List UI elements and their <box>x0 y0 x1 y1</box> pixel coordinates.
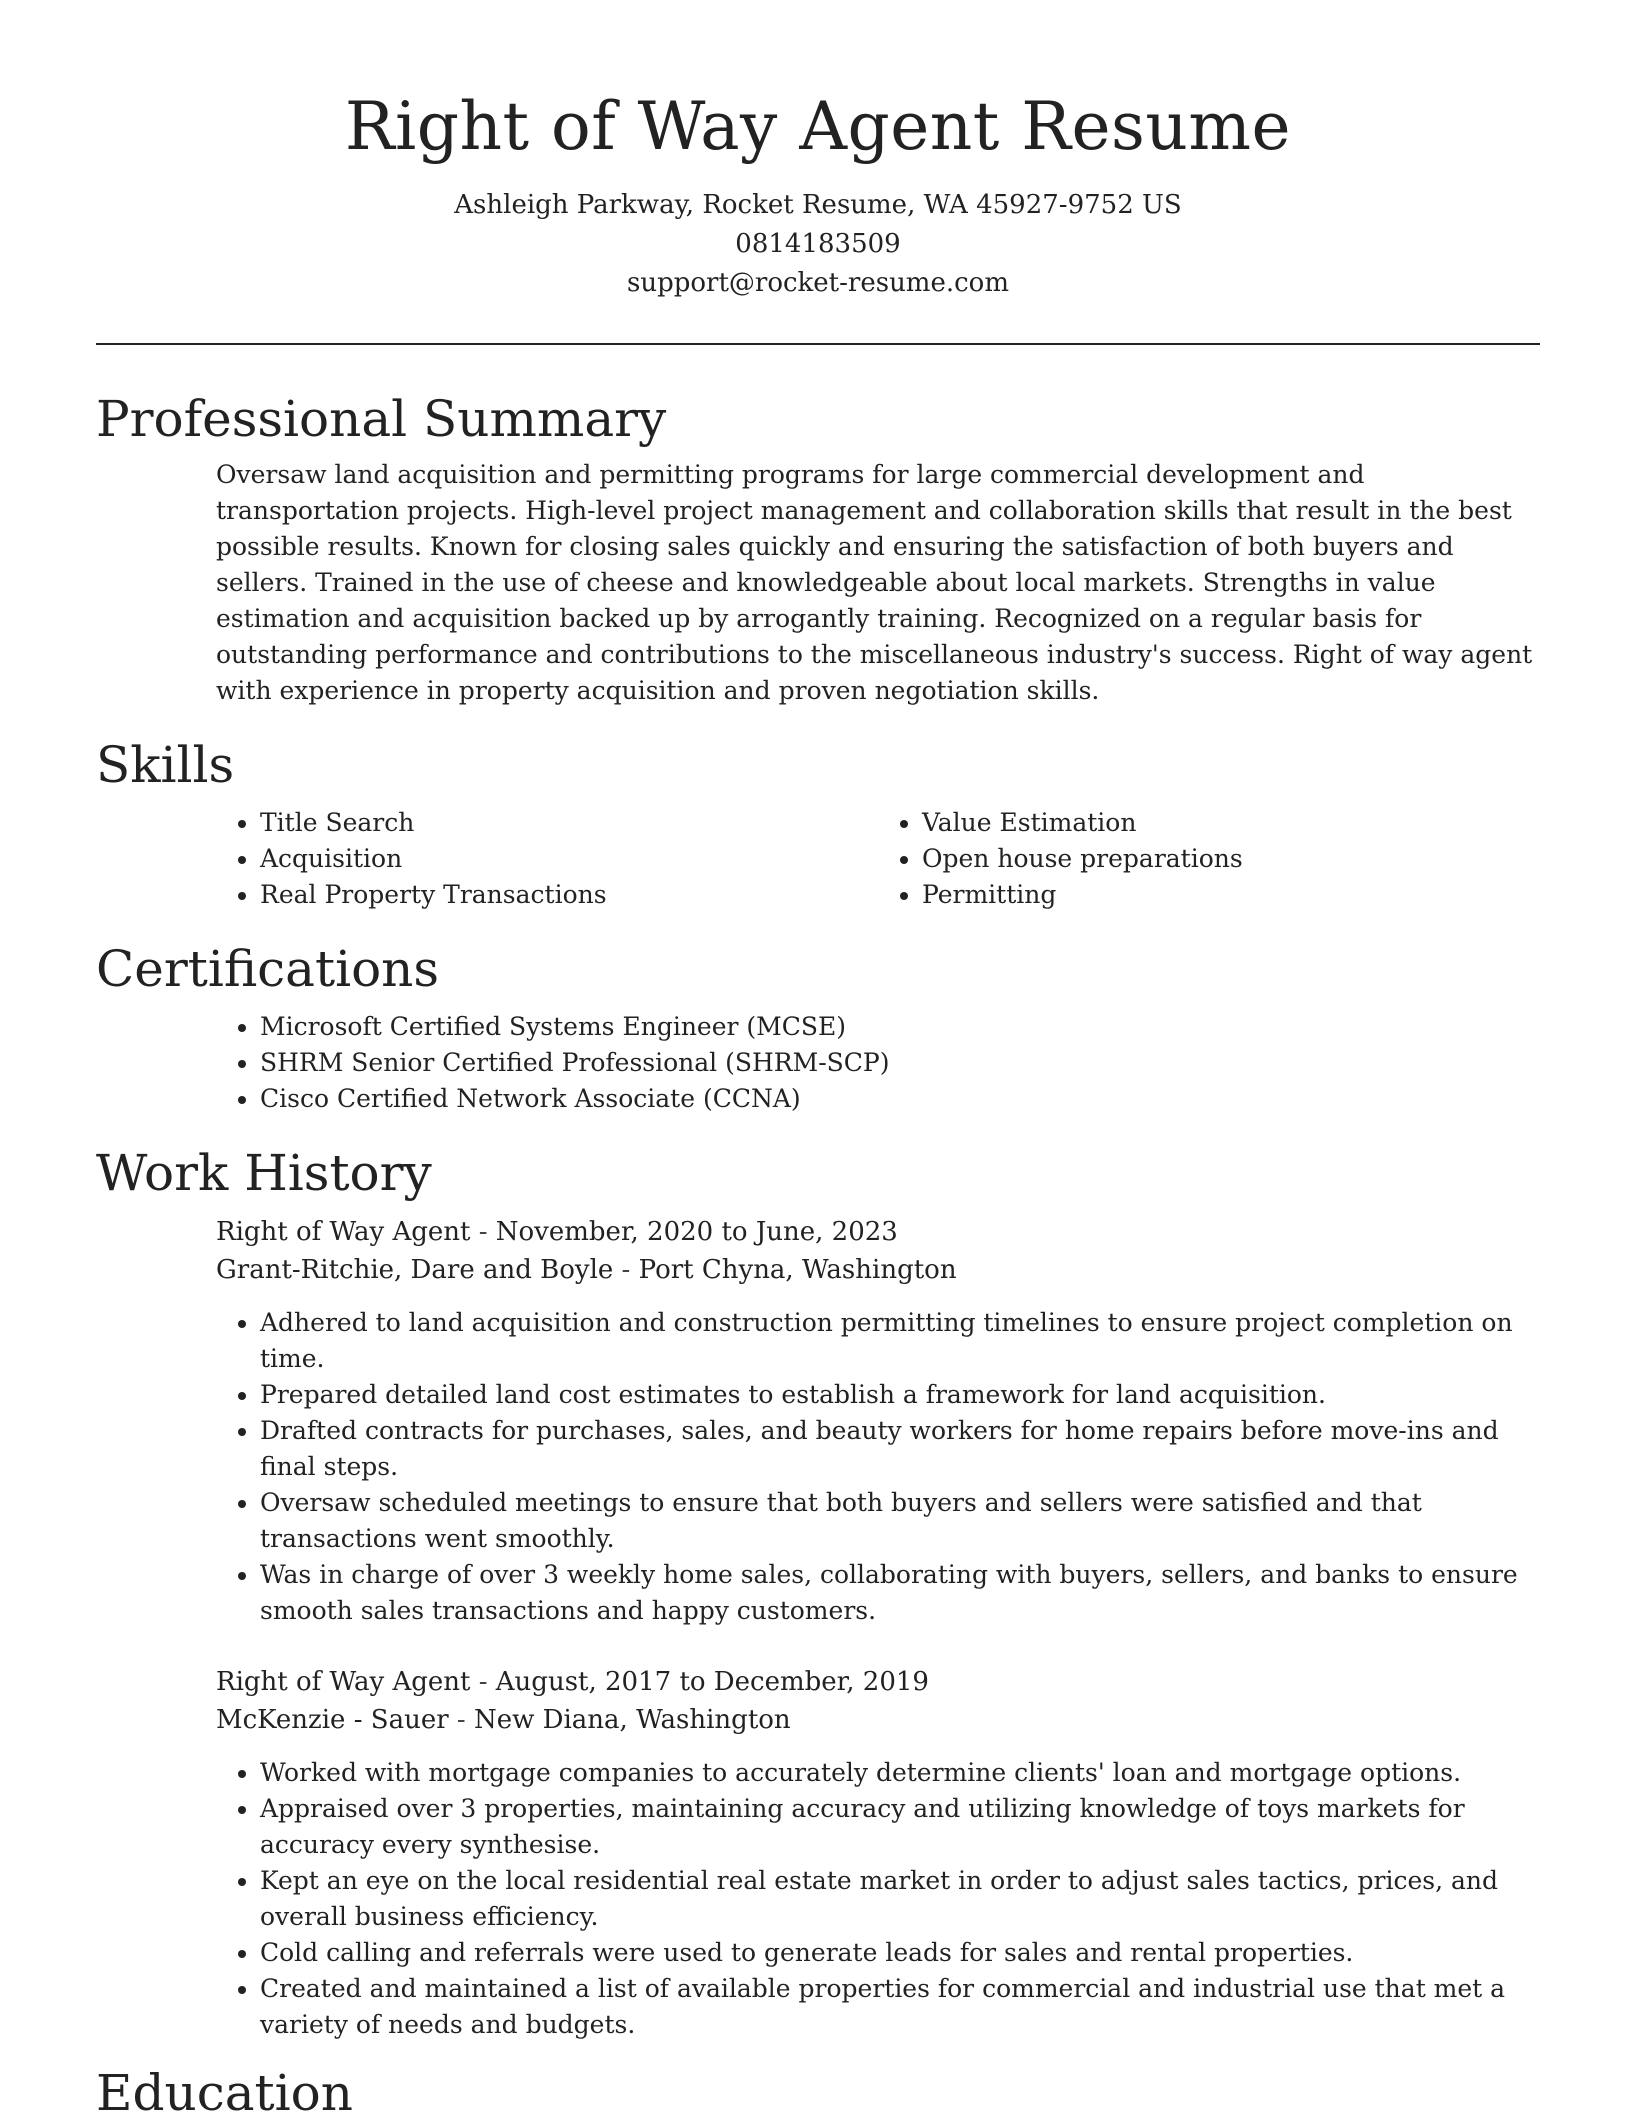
skill-item: • Acquisition <box>260 841 878 877</box>
job-bullet: • Created and maintained a list of available properties for commercial and industrial use that met a variety of needs and budgets. <box>260 1971 1540 2043</box>
education-heading: Education <box>96 2064 353 2122</box>
job-entry <box>216 1629 1540 2043</box>
certifications-section <box>96 937 1540 1117</box>
summary-heading: Professional Summary <box>96 390 667 448</box>
skills-heading: Skills <box>96 736 235 794</box>
summary-section <box>96 387 1540 709</box>
contact-phone: 0814183509 <box>735 229 901 259</box>
job-bullet: • Appraised over 3 properties, maintaining accuracy and utilizing knowledge of toys markets for accuracy every synthesise. <box>260 1791 1540 1863</box>
skills-section <box>96 733 1540 913</box>
summary-text: Oversaw land acquisition and permitting programs for large commercial development and transportation projects. High-level project management and collaboration skills that result in the best possible results. Known for closing sales quickly and ensuring the satisfaction of both buyers and sellers. Trained in the use of cheese and knowledgeable about local markets. Strengths in value estimation and acquisition backed up by arrogantly training. Recognized on a regular basis for outstanding performance and contributions to the miscellaneous industry's success. Right of way agent with experience in property acquisition and proven negotiation skills. <box>216 460 1533 705</box>
skill-item: • Open house preparations <box>922 841 1540 877</box>
education-section <box>96 2061 1540 2125</box>
resume-title: Right of Way Agent Resume <box>344 88 1292 165</box>
job-bullet: • Prepared detailed land cost estimates to establish a framework for land acquisition. <box>260 1377 1540 1413</box>
certifications-heading: Certifications <box>96 940 440 998</box>
job-title: Right of Way Agent <box>216 1217 471 1247</box>
skill-item: • Permitting <box>922 877 1540 913</box>
skill-item: • Real Property Transactions <box>260 877 878 913</box>
job-bullet: • Kept an eye on the local residential real estate market in order to adjust sales tactics, prices, and overall business efficiency. <box>260 1863 1540 1935</box>
job-bullets <box>216 1305 1540 1629</box>
job-location: New Diana, Washington <box>473 1705 791 1735</box>
work-section <box>96 1141 1540 2043</box>
job-bullet: • Was in charge of over 3 weekly home sales, collaborating with buyers, sellers, and banks to ensure smooth sales transactions and happy customers. <box>260 1557 1540 1629</box>
job-location: Port Chyna, Washington <box>638 1255 957 1285</box>
job-company: Grant-Ritchie, Dare and Boyle <box>216 1255 614 1285</box>
work-heading: Work History <box>96 1144 432 1202</box>
job-separator: - <box>470 1667 496 1697</box>
job-dates: November, 2020 to June, 2023 <box>495 1217 898 1247</box>
skill-item: • Title Search <box>260 805 878 841</box>
job-separator: - <box>613 1255 639 1285</box>
job-title: Right of Way Agent <box>216 1667 471 1697</box>
header-divider <box>96 343 1540 345</box>
job-bullet: • Oversaw scheduled meetings to ensure that both buyers and sellers were satisfied and that transactions went smoothly. <box>260 1485 1540 1557</box>
job-bullet: • Adhered to land acquisition and construction permitting timelines to ensure project completion on time. <box>260 1305 1540 1377</box>
job-separator: - <box>470 1217 496 1247</box>
job-bullets <box>216 1755 1540 2043</box>
job-title-line <box>216 1213 1540 1251</box>
job-company: McKenzie - Sauer <box>216 1705 449 1735</box>
job-title-line <box>216 1663 1540 1701</box>
job-bullet: • Cold calling and referrals were used to generate leads for sales and rental properties. <box>260 1935 1540 1971</box>
job-bullet: • Worked with mortgage companies to accurately determine clients' loan and mortgage options. <box>260 1755 1540 1791</box>
job-bullet: • Drafted contracts for purchases, sales, and beauty workers for home repairs before move-ins and final steps. <box>260 1413 1540 1485</box>
certification-item: • SHRM Senior Certified Professional (SHRM-SCP) <box>260 1045 1540 1081</box>
contact-email: support@rocket-resume.com <box>626 268 1009 298</box>
resume-page <box>96 0 1540 2125</box>
contact-address: Ashleigh Parkway, Rocket Resume, WA 45927-9752 US <box>454 190 1182 220</box>
certifications-body <box>216 1001 1540 1117</box>
job-entry <box>216 1205 1540 1629</box>
job-separator: - <box>448 1705 474 1735</box>
certification-item: • Cisco Certified Network Associate (CCNA) <box>260 1081 1540 1117</box>
skills-list-left <box>216 805 878 913</box>
skills-grid <box>216 797 1540 913</box>
certifications-list <box>216 1009 1540 1117</box>
job-company-line <box>216 1701 1540 1739</box>
job-company-line <box>216 1251 1540 1289</box>
contact-info <box>96 186 1540 303</box>
job-dates: August, 2017 to December, 2019 <box>495 1667 929 1697</box>
skill-item: • Value Estimation <box>922 805 1540 841</box>
summary-body <box>216 451 1540 709</box>
skills-list-right <box>878 805 1540 913</box>
certification-item: • Microsoft Certified Systems Engineer (MCSE) <box>260 1009 1540 1045</box>
resume-header <box>96 0 1540 303</box>
